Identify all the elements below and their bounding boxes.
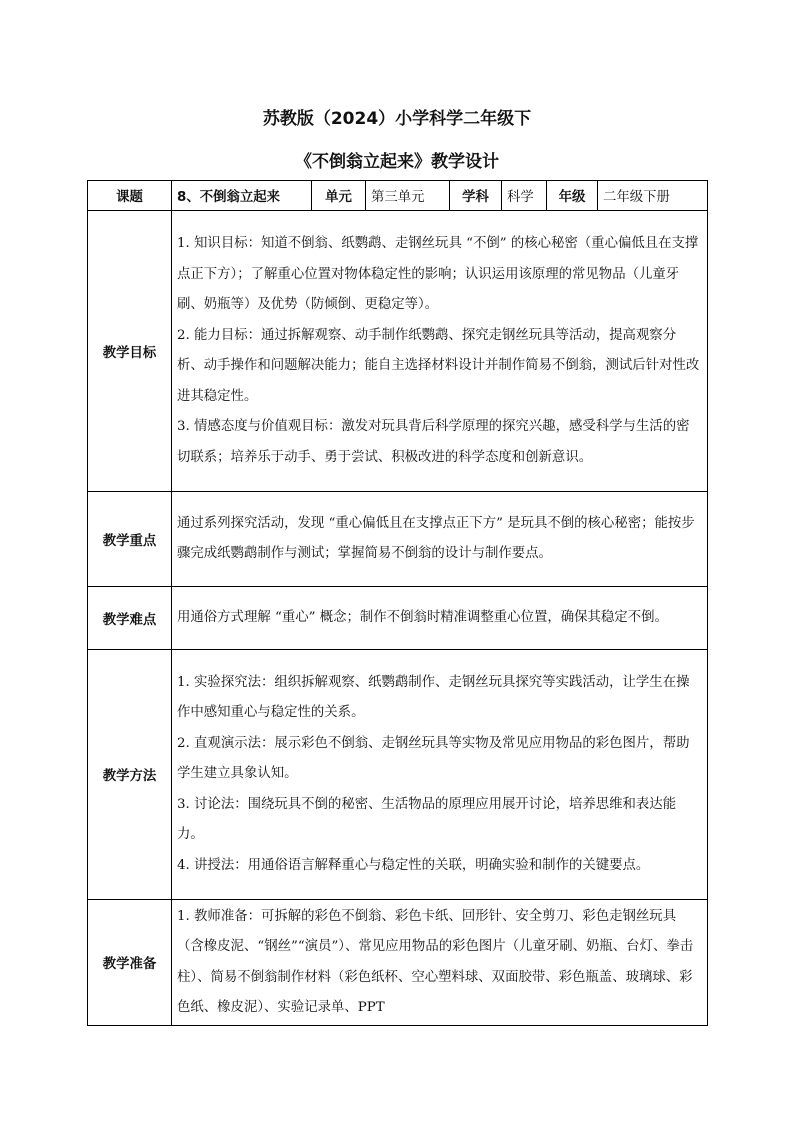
goals-content — [172, 211, 708, 492]
topic-label: 课题 — [88, 181, 172, 211]
key-points-row — [88, 492, 708, 587]
method-paragraph: 3. 讨论法：围绕玩具不倒的秘密、生活物品的原理应用展开讨论，培养思维和表达能力。 — [177, 796, 677, 843]
grade-value: 二年级下册 — [598, 181, 708, 211]
topic-value: 8、不倒翁立起来 — [172, 181, 312, 211]
goals-row — [88, 211, 708, 492]
key-points-content — [172, 492, 708, 587]
difficulties-label: 教学难点 — [88, 587, 172, 650]
key-points-paragraph: 通过系列探究活动，发现 “重心偏低且在支撑点正下方” 是玩具不倒的核心秘密；能按步骤完成纸鹦鹉制作与测试；掌握简易不倒翁的设计与制作要点。 — [177, 515, 695, 561]
methods-row — [88, 650, 708, 900]
methods-label: 教学方法 — [88, 650, 172, 900]
preparation-row — [88, 900, 708, 1026]
method-paragraph: 2. 直观演示法：展示彩色不倒翁、走钢丝玩具等实物及常见应用物品的彩色图片，帮助学生建立具象认知。 — [177, 735, 690, 782]
method-paragraph: 1. 实验探究法：组织拆解观察、纸鹦鹉制作、走钢丝玩具探究等实践活动，让学生在操作中感知重心与稳定性的关系。 — [177, 674, 690, 721]
preparation-paragraph: 1. 教师准备：可拆解的彩色不倒翁、彩色卡纸、回形针、安全剪刀、彩色走钢丝玩具（含橡皮泥、“钢丝”“演员”）、常见应用物品的彩色图片（儿童牙刷、奶瓶、台灯、拳击柱）、简易不倒翁制作材料（彩色纸杯、空心塑料球、双面胶带、彩色瓶盖、玻璃球、彩色纸、橡皮泥）、实验记录单、PPT — [177, 908, 694, 1015]
difficulties-row — [88, 587, 708, 650]
document-title: 苏教版（2024）小学科学二年级下 — [262, 109, 532, 129]
document-subtitle: 《不倒翁立起来》教学设计 — [295, 152, 499, 172]
goals-label: 教学目标 — [88, 211, 172, 492]
unit-value: 第三单元 — [366, 181, 450, 211]
lesson-plan-table — [87, 180, 708, 1026]
header-row — [88, 181, 708, 211]
subject-label: 学科 — [450, 181, 502, 211]
goal-paragraph: 3. 情感态度与价值观目标：激发对玩具背后科学原理的探究兴趣，感受科学与生活的密切联系；培养乐于动手、勇于尝试、积极改进的科学态度和创新意识。 — [177, 419, 690, 465]
key-points-label: 教学重点 — [88, 492, 172, 587]
unit-label: 单元 — [312, 181, 366, 211]
difficulties-content — [172, 587, 708, 650]
goal-paragraph: 1. 知识目标：知道不倒翁、纸鹦鹉、走钢丝玩具 “不倒” 的核心秘密（重心偏低且在支撑点正下方）；了解重心位置对物体稳定性的影响；认识运用该原理的常见物品（儿童牙刷、奶瓶等）及优势（防倾倒、更稳定等）。 — [177, 236, 699, 312]
subject-value: 科学 — [502, 181, 547, 211]
method-paragraph: 4. 讲授法：用通俗语言解释重心与稳定性的关联，明确实验和制作的关键要点。 — [177, 857, 650, 873]
difficulties-paragraph: 用通俗方式理解 “重心” 概念；制作不倒翁时精准调整重心位置，确保其稳定不倒。 — [177, 609, 668, 625]
preparation-content — [172, 900, 708, 1026]
goal-paragraph: 2. 能力目标：通过拆解观察、动手制作纸鹦鹉、探究走钢丝玩具等活动，提高观察分析、动手操作和问题解决能力；能自主选择材料设计并制作简易不倒翁，测试后针对性改进其稳定性。 — [177, 327, 700, 404]
methods-content — [172, 650, 708, 900]
grade-label: 年级 — [547, 181, 598, 211]
preparation-label: 教学准备 — [88, 900, 172, 1026]
